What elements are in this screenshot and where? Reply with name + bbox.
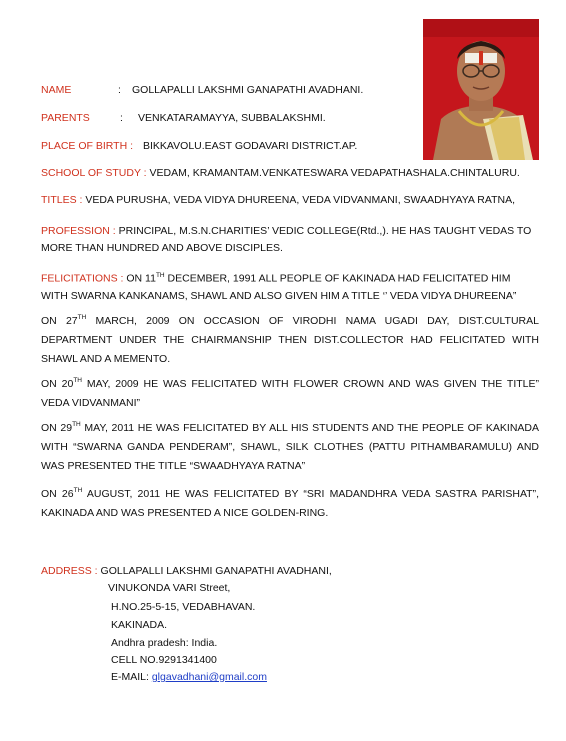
titles-label: TITLES : <box>41 194 83 206</box>
address-line1: GOLLAPALLI LAKSHMI GANAPATHI AVADHANI, <box>100 565 332 577</box>
address-line3: H.NO.25-5-15, VEDABHAVAN. <box>111 601 256 613</box>
para1-date: ON 27 <box>41 315 78 327</box>
para4-text: AUGUST, 2011 HE WAS FELICITATED BY “SRI MADANDHRA VEDA SASTRA PARISHAT”, KAKINADA AND WAS PRESENTED A NICE GOLDEN-RING. <box>41 488 539 519</box>
titles-row <box>41 194 515 206</box>
felicitations-label: FELICITATIONS : <box>41 272 124 285</box>
school-value: VEDAM, KRAMANTAM.VENKATESWARA VEDAPATHASHALA.CHINTALURU. <box>149 167 520 179</box>
address-line4: KAKINADA. <box>111 619 168 631</box>
para1-text: MARCH, 2009 ON OCCASION OF VIRODHI NAMA UGADI DAY, DIST.CULTURAL DEPARTMENT UNDER THE CHAIRMANSHIP THEN DIST.COLLECTOR HAD FELICITATED WITH SHAWL AND A MEMENTO. <box>41 315 539 365</box>
portrait-illustration <box>423 19 539 160</box>
parents-row <box>41 112 326 124</box>
felicitations-line1: DECEMBER, 1991 ALL PEOPLE OF KAKINADA HAD FELICITATED HIM <box>164 272 511 285</box>
felicitations-date: ON 11 <box>126 272 156 285</box>
birth-row <box>41 140 358 152</box>
address-line5: Andhra pradesh: India. <box>111 637 218 649</box>
profession-label: PROFESSION : <box>41 225 116 237</box>
parents-separator: : <box>120 112 123 124</box>
address-first-line <box>41 565 332 577</box>
parents-value: VENKATARAMAYYA, SUBBALAKSHMI. <box>138 112 326 124</box>
portrait-photo <box>423 19 539 160</box>
paragraph-2009-may <box>41 375 539 413</box>
para4-date: ON 26 <box>41 488 74 500</box>
school-row <box>41 167 520 179</box>
email-row <box>111 671 267 683</box>
name-label: NAME <box>41 84 72 96</box>
felicitations-block <box>41 267 516 305</box>
address-line6: CELL NO.9291341400 <box>111 654 217 666</box>
para2-date: ON 20 <box>41 378 74 390</box>
email-label: E-MAIL: <box>111 671 152 683</box>
paragraph-2011-may <box>41 419 539 476</box>
name-row <box>41 84 364 96</box>
address-line2: VINUKONDA VARI Street, <box>108 582 231 594</box>
name-separator: : <box>118 84 121 96</box>
name-value: GOLLAPALLI LAKSHMI GANAPATHI AVADHANI. <box>132 84 364 96</box>
address-label: ADDRESS : <box>41 565 98 577</box>
para2-suffix: TH <box>73 377 82 384</box>
para2-text: MAY, 2009 HE WAS FELICITATED WITH FLOWER CROWN AND WAS GIVEN THE TITLE” VEDA VIDVANMANI” <box>41 378 539 409</box>
para1-suffix: TH <box>77 314 87 321</box>
profession-line1: PRINCIPAL, M.S.N.CHARITIES’ VEDIC COLLEGE(Rtd.,). HE HAS TAUGHT VEDAS TO <box>118 225 532 237</box>
titles-value: VEDA PURUSHA, VEDA VIDYA DHUREENA, VEDA VIDVANMANI, SWAADHYAYA RATNA, <box>85 194 515 206</box>
felicitations-date-suffix: TH <box>155 272 165 279</box>
profession-block <box>41 223 531 257</box>
school-label: SCHOOL OF STUDY : <box>41 167 147 179</box>
parents-label: PARENTS <box>41 112 90 124</box>
birth-value: BIKKAVOLU.EAST GODAVARI DISTRICT.AP. <box>143 140 358 152</box>
profession-line2: MORE THAN HUNDRED AND ABOVE DISCIPLES. <box>41 242 283 254</box>
para4-suffix: TH <box>73 487 83 494</box>
para3-suffix: TH <box>72 421 81 428</box>
para3-text: MAY, 2011 HE WAS FELICITATED BY ALL HIS STUDENTS AND THE PEOPLE OF KAKINADA WITH “SWARNA GANDA PENDERAM”, SHAWL, SILK CLOTHES (PATTU PITHAMBARAMULU) AND WAS PRESENTED THE TITLE “SWAADHYAYA RATNA” <box>41 422 539 472</box>
para3-date: ON 29 <box>41 422 73 434</box>
birth-label: PLACE OF BIRTH : <box>41 140 133 152</box>
paragraph-2011-august <box>41 485 539 523</box>
email-link[interactable]: glgavadhani@gmail.com <box>151 671 267 683</box>
paragraph-2009-march <box>41 312 539 369</box>
felicitations-line2: WITH SWARNA KANKANAMS, SHAWL AND ALSO GIVEN HIM A TITLE ‘’ VEDA VIDYA DHUREENA” <box>41 289 517 302</box>
